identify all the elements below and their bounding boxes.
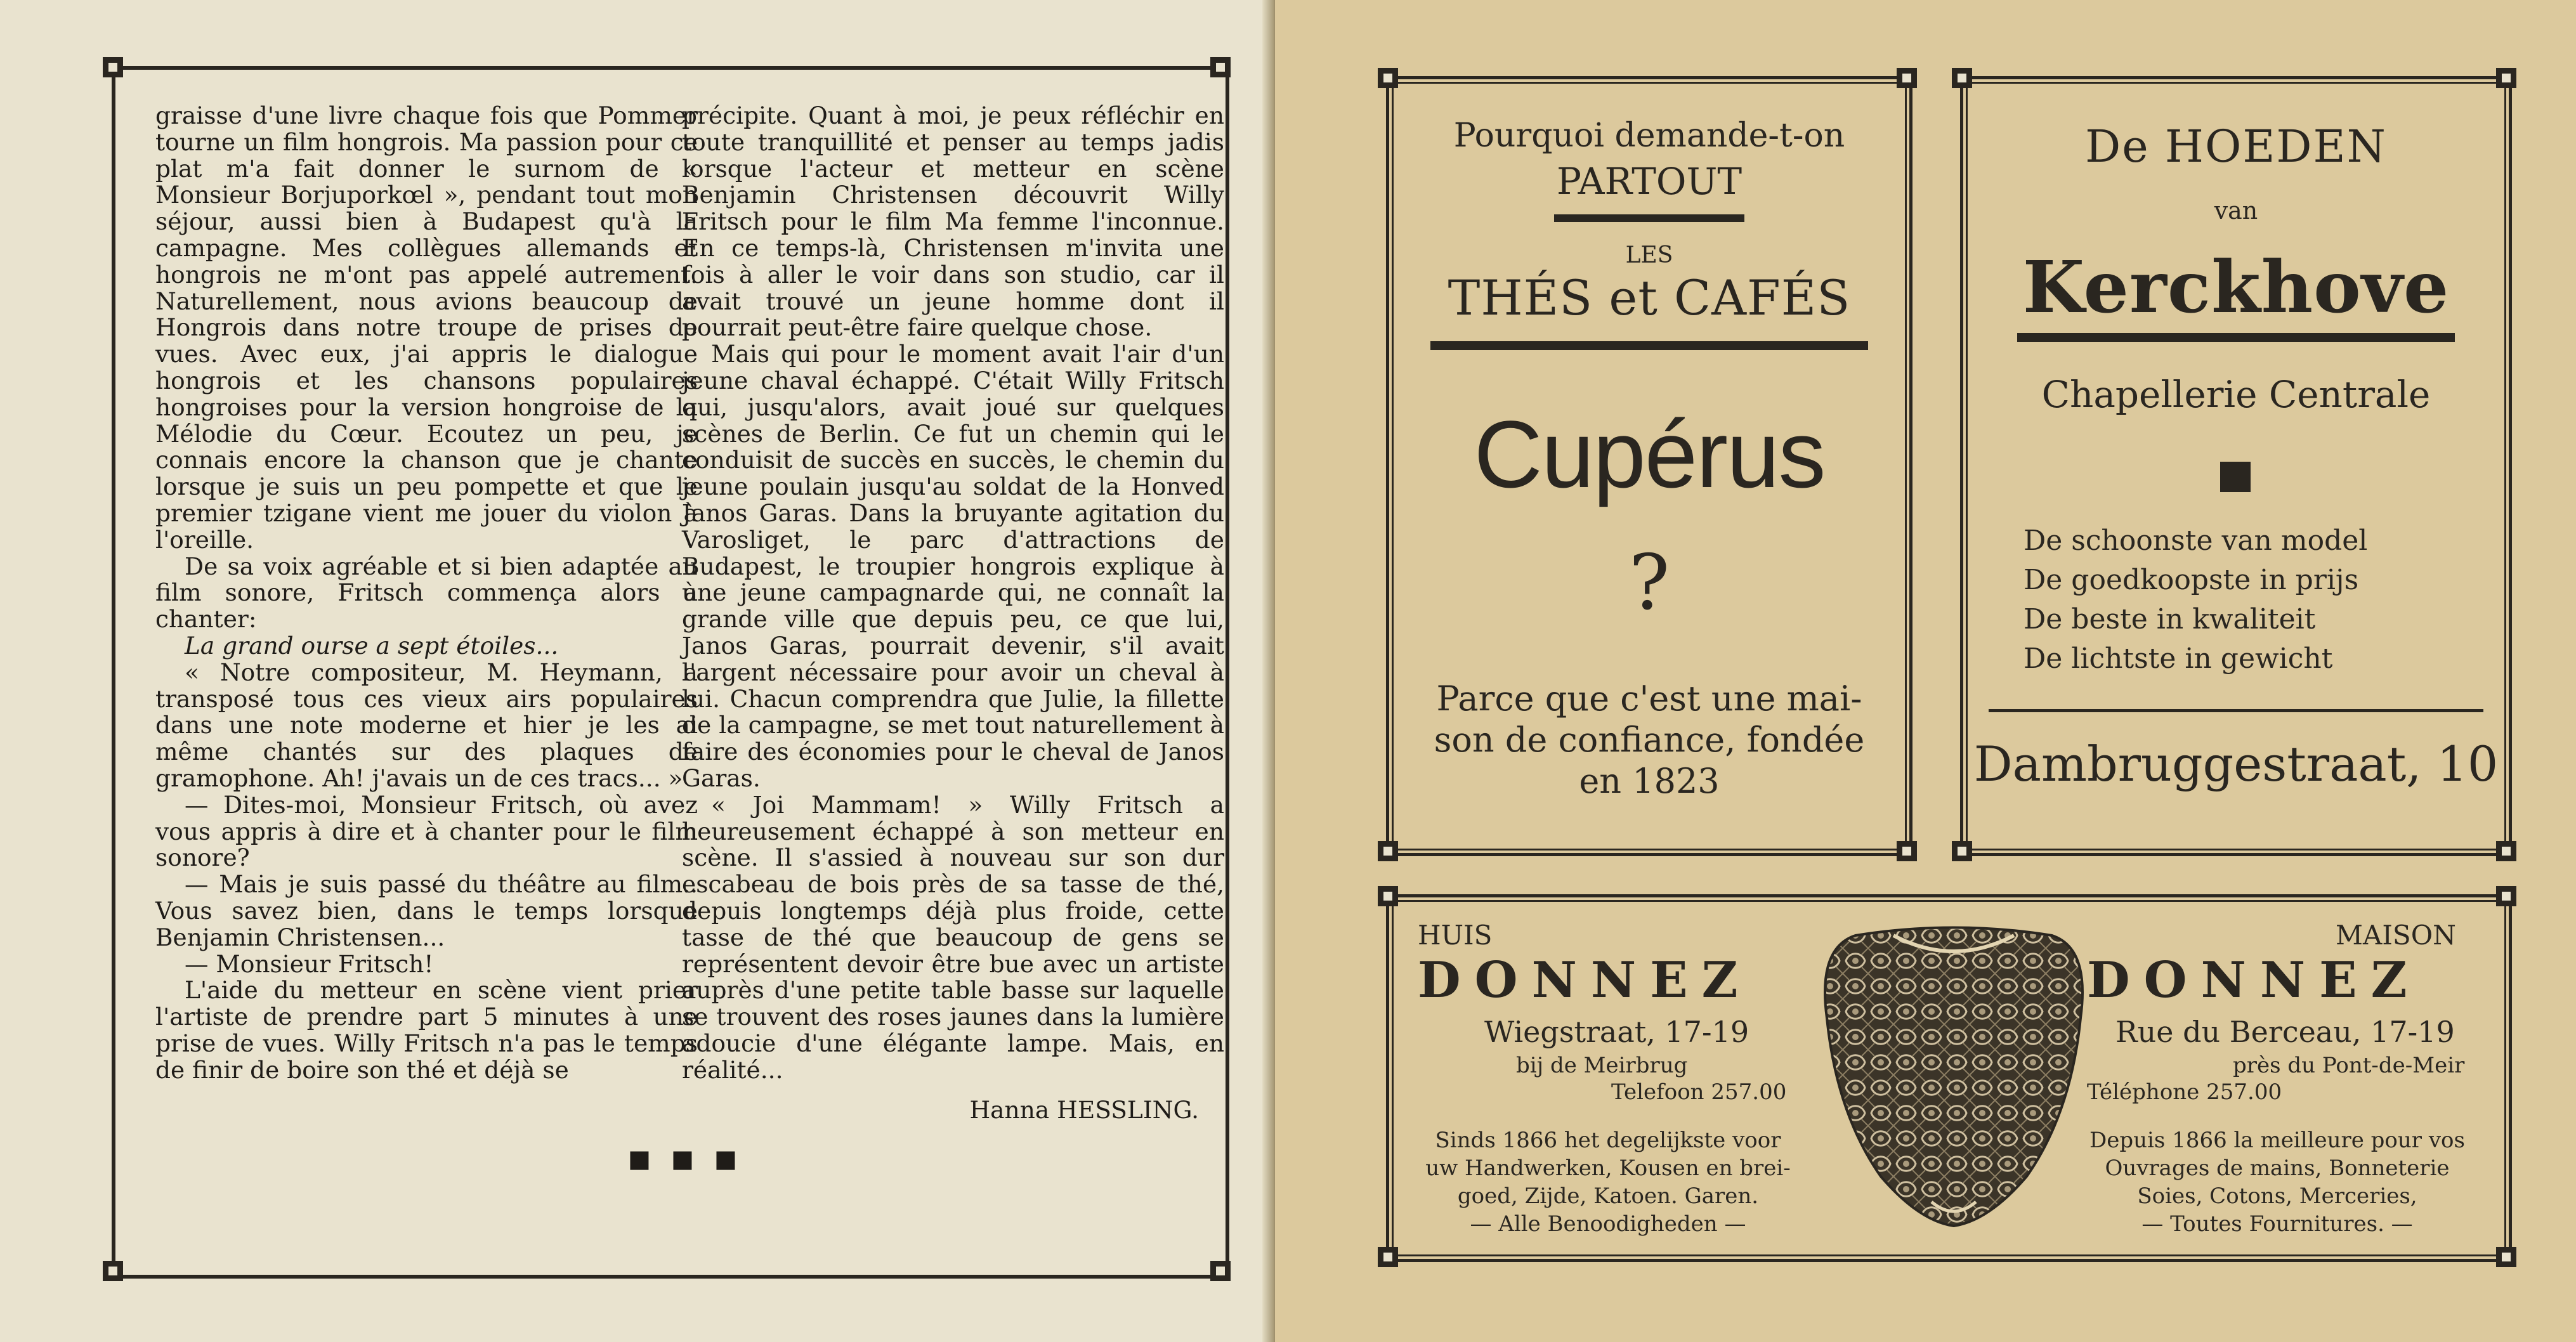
ad-description — [2081, 1126, 2474, 1238]
ad-headline: De HOEDEN — [2085, 121, 2387, 173]
paragraph: L'aide du metteur en scène vient prier l'artiste de prendre part 5 minutes à une prise de vues. Willy Fritsch n'a pas le temps de finir de boire son thé et déjà se — [155, 976, 698, 1084]
border-corner-ornament — [1378, 886, 1398, 906]
ad-phone: Téléphone 257.00 — [2087, 1079, 2282, 1105]
ad-claim-line: De schoonste van model — [2024, 524, 2368, 557]
ad-near: près du Pont-de-Meir — [2233, 1053, 2465, 1078]
border-corner-ornament — [103, 57, 123, 77]
divider — [1430, 341, 1868, 350]
ad-near: bij de Meirbrug — [1516, 1053, 1688, 1078]
ad-brand-donnez: DONNEZ — [2087, 951, 2421, 1009]
divider — [1554, 214, 1744, 222]
ad-street: Wiegstraat, 17-19 — [1484, 1015, 1749, 1049]
border-corner-ornament — [1378, 1247, 1398, 1267]
vase-illustration — [1817, 923, 2090, 1227]
border-corner-ornament — [2496, 1247, 2516, 1267]
ad-desc-line: Sinds 1866 het degelijkste voor — [1435, 1128, 1781, 1153]
ad-brand-cuperus: Cupérus — [1474, 401, 1825, 507]
author-signature: Hanna HESSLING. — [969, 1096, 1199, 1124]
paragraph: graisse d'une livre chaque fois que Pommer tourne un film hongrois. Ma passion pour ce plat m'a fait donner le surnom de « Monsieur Borjuporkœl », pendant tout mon séjour, aussi bien à Budapest qu'à la campagne. Mes collègues allemands et hongrois ne m'ont pas appelé autrement. Naturellement, nous avions beaucoup de Hongrois dans notre troupe de prises de vues. Avec eux, j'ai appris le dialogue hongrois et les chansons populaires hongroises pour la version hongroise de la Mélodie du Cœur. Ecoutez un peu, je connais encore la chanson que je chante lorsque je suis un peu pompette et que le premier tzigane vient me jouer du violon à l'oreille. — [155, 101, 698, 554]
ad-van: van — [2214, 197, 2258, 225]
border-corner-ornament — [103, 1261, 123, 1281]
ad-reason: Parce que c'est une mai- — [1436, 679, 1862, 719]
ad-desc-line: goed, Zijde, Katoen. Garen. — [1457, 1183, 1759, 1209]
ad-maison: MAISON — [2336, 920, 2456, 951]
paragraph: précipite. Quant à moi, je peux réfléchir en toute tranquillité et penser au temps jadis lorsque l'acteur et metteur en scène Benjamin Christensen découvrit Willy Fritsch pour le film Ma femme l'inconnue. En ce temps-là, Christensen m'invita une fois à aller le voir dans son studio, car il avait trouvé un jeune homme dont il pourrait peut-être faire quelque chose. — [682, 101, 1224, 342]
divider — [1989, 709, 2483, 712]
ad-desc-line: — Alle Benoodigheden — — [1470, 1211, 1746, 1237]
ad-desc-line: Soies, Cotons, Merceries, — [2137, 1183, 2417, 1209]
article-column-2 — [682, 103, 1224, 1124]
paragraph: — Dites-moi, Monsieur Fritsch, où avez vous appris à dire et à chanter pour le film sonore? — [155, 790, 698, 872]
square-ornament — [2220, 462, 2251, 492]
left-page — [0, 0, 1275, 1342]
ad-claims — [2024, 521, 2367, 679]
ad-reason: en 1823 — [1579, 761, 1720, 801]
paragraph: « Notre compositeur, M. Heymann, a transposé tous ces vieux airs populaires dans une note moderne et hier je les ai même chantés sur des plaques de gramophone. Ah! j'avais un de ces tracs... » — [155, 658, 698, 792]
paragraph: — Monsieur Fritsch! — [185, 949, 434, 978]
ad-brand-donnez: DONNEZ — [1418, 951, 1752, 1009]
ad-claim-line: De beste in kwaliteit — [2024, 603, 2316, 635]
article-column-1 — [155, 103, 698, 1083]
divider — [2017, 333, 2455, 342]
ad-phone: Telefoon 257.00 — [1611, 1079, 1787, 1105]
ad-description — [1418, 1126, 1798, 1238]
border-corner-ornament — [2496, 886, 2516, 906]
ad-desc-line: — Toutes Fournitures. — — [2141, 1211, 2413, 1237]
ad-headline: Pourquoi demande-t-on — [1453, 117, 1845, 155]
paragraph: De sa voix agréable et si bien adaptée au film sonore, Fritsch commença alors à chanter: — [155, 552, 698, 634]
ad-desc-line: Ouvrages de mains, Bonneterie — [2105, 1156, 2450, 1181]
ad-question-mark: ? — [1628, 539, 1670, 627]
paragraph: — Mais je suis passé du théâtre au film.. Vous savez bien, dans le temps lorsque Benjamin Christensen... — [155, 870, 698, 951]
ad-street: Rue du Berceau, 17-19 — [2115, 1015, 2455, 1049]
ad-huis: HUIS — [1418, 920, 1493, 951]
ad-headline-2: PARTOUT — [1556, 160, 1742, 203]
ad-address: Dambruggestraat, 10 — [1973, 736, 2499, 792]
paragraph: « Joi Mammam! » Willy Fritsch a heureusement échappé à son metteur en scène. Il s'assied à nouveau sur son dur escabeau de bois près de sa tasse de thé, depuis longtemps déjà plus froide, cette tasse de thé que beaucoup de gens se représentent devoir être bue avec un artiste auprès d'une petite table basse sur laquelle se trouvent des roses jaunes dans la lumière adoucie d'une élégante lampe. Mais, en réalité... — [682, 790, 1224, 1084]
ad-les: LES — [1625, 242, 1673, 268]
ad-subtitle: Chapellerie Centrale — [2041, 373, 2431, 416]
paragraph: Mais qui pour le moment avait l'air d'un jeune chaval échappé. C'était Willy Fritsch qui, jusqu'alors, avait joué sur quelques scènes de Berlin. Ce fut un chemin qui le conduisit de succès en succès, le chemin du jeune poulain jusqu'au soldat de la Honved Janos Garas. Dans la bruyante agitation du Varosliget, le parc d'attractions de Budapest, le troupier hongrois explique à une jeune campagnarde qui, ne connaît la grande ville que depuis peu, ce que lui, Janos Garas, pourrait devenir, s'il avait l'argent nécessaire pour avoir un cheval à lui. Chacun comprendra que Julie, la fillette de la campagne, se met tout naturellement à faire des économies pour le cheval de Janos Garas. — [682, 340, 1224, 792]
ad-reason: son de confiance, fondée — [1434, 720, 1865, 760]
border-corner-ornament — [1210, 1261, 1231, 1281]
paragraph: La grand ourse a sept étoiles... — [185, 631, 559, 660]
ad-claim-line: De lichtste in gewicht — [2024, 642, 2333, 675]
ad-desc-line: Depuis 1866 la meilleure pour vos — [2089, 1128, 2465, 1153]
border-corner-ornament — [1210, 57, 1231, 77]
ad-claim-line: De goedkoopste in prijs — [2024, 564, 2359, 596]
ad-brand-kerckhove: Kerckhove — [2022, 246, 2450, 329]
section-end-ornament: ■ ■ ■ — [628, 1145, 743, 1173]
ad-desc-line: uw Handwerken, Kousen en brei- — [1425, 1156, 1791, 1181]
ad-product: THÉS et CAFÉS — [1448, 270, 1851, 326]
